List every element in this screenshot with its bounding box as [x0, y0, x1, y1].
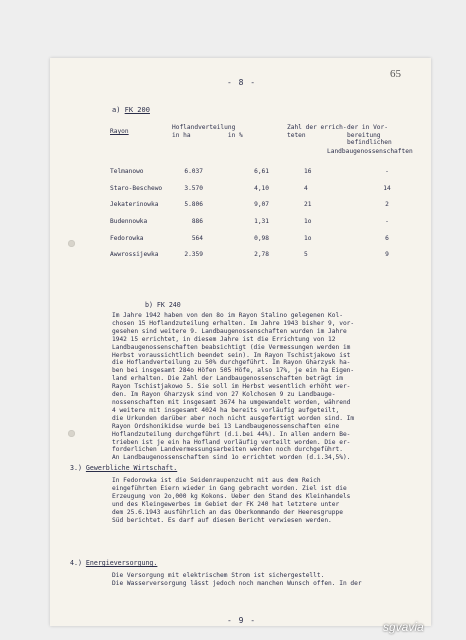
text-line: den. Im Rayon Gharzysk sind von 27 Kolchosen 9 zu Landbauge-: [112, 391, 336, 399]
section-3-heading: [70, 464, 177, 472]
in-preparation-count: 9: [385, 251, 389, 259]
text-line: Hoflandzuteilung durchgeführt (d.i.bei 44%). In allen andern Be-: [112, 430, 351, 438]
text-line: Herbst voraussichtlich beendet sein). Im Rayon Tschistjakowo ist: [112, 351, 351, 359]
hofland-ha: 5.806: [184, 201, 203, 209]
hofland-ha: 886: [191, 218, 203, 226]
in-preparation-count: 2: [385, 201, 389, 209]
hofland-ha: 6.037: [184, 168, 203, 175]
punch-hole: [68, 430, 75, 437]
column-header-hofland: [172, 124, 243, 139]
hofland-percent: 4,10: [254, 184, 269, 192]
column-header-vorb-line3: befindlichen: [347, 139, 392, 146]
hofland-ha: 564: [191, 234, 203, 242]
section-4-title: Energieversorgung.: [85, 559, 158, 567]
table-row: [110, 251, 422, 268]
text-line: Rayon Tschistjakowo 5. Sie soll im Herbst wesentlich erhöht wer-: [112, 383, 351, 391]
established-count: 1o: [304, 234, 312, 242]
text-line: land erhalten. Die Zahl der Landbaugenossenschaften beträgt im: [112, 375, 343, 383]
column-header-hofland-line2: in ha in %: [172, 131, 243, 139]
rayon-name: Telmanowo: [110, 168, 144, 175]
rayon-name: Budennowka: [110, 218, 148, 226]
text-line: Die Versorgung mit elektrischem Strom ist sichergestellt.: [112, 572, 325, 579]
text-line: dem 25.6.1943 ausführlich an das Oberkommando der Heeresgruppe: [112, 508, 343, 516]
text-line: Erzeugung von 2o,000 kg Kokons. Ueber den Stand des Kleinhandels: [112, 492, 351, 500]
column-header-zahl-line1: Zahl der errich-: [287, 124, 347, 131]
table-row: [110, 218, 422, 235]
hofland-percent: 1,31: [254, 218, 269, 226]
text-line: die Hoflandverteilung zu 50% durchgeführt. Im Rayon Gharzysk ha-: [112, 359, 351, 367]
column-subheader-landbau: Landbaugenossenschaften: [327, 148, 413, 155]
column-header-vorb-line1: der in Vor-: [347, 124, 388, 131]
text-line: 1942 15 errichtet, in diesem Jahre ist die Errichtung von 12: [112, 335, 336, 343]
table-header: [110, 124, 422, 160]
section-3-number: 3.): [70, 464, 82, 472]
text-line: ben bei insgesamt 284o Höfen 505 Höfe, also 17%, je ein ha Eigen-: [112, 367, 355, 375]
column-header-rayon: Rayon: [110, 128, 129, 135]
rayon-name: Staro-Beschewo: [110, 184, 163, 192]
established-count: 5: [304, 251, 308, 259]
text-line: Landbaugenossenschaften beabsichtigt (die Vermessungen werden im: [112, 343, 351, 351]
text-line: Süd berichtet. Es darf auf diesen Bericht verwiesen werden.: [112, 516, 332, 524]
in-preparation-count: 14: [383, 184, 391, 192]
handwritten-page-annotation: 65: [390, 68, 401, 80]
hofland-percent: 6,61: [254, 168, 269, 175]
section-b-heading: b) FK 240: [145, 301, 181, 309]
table-row: [110, 235, 422, 252]
text-line: 4 weitere mit insgesamt 4024 ha bereits vorläufig aufgeteilt,: [112, 406, 340, 414]
section-4-heading: [70, 559, 157, 567]
text-line: trieben ist je ein ha Hofland vorläufig verteilt worden. Die er-: [112, 438, 351, 446]
text-line: In Fedorowka ist die Seidenraupenzucht mit aus dem Reich: [112, 477, 321, 484]
paragraph-gewerbe: [112, 477, 424, 524]
established-count: 21: [304, 201, 312, 209]
text-line: chosen 15 Hoflandzuteilung erhalten. Im Jahre 1943 bisher 9, vor-: [112, 319, 355, 327]
established-count: 1o: [304, 218, 312, 226]
text-line: An Landbaugenossenschaften sind 1o errichtet worden (d.i.34,5%).: [112, 454, 351, 462]
text-line: gesehen sind weitere 9. Landbaugenossenschaften wurden im Jahre: [112, 327, 347, 335]
section-a-title: FK 200: [124, 106, 150, 114]
in-preparation-count: 6: [385, 234, 389, 242]
column-header-vorb-line2: bereitung: [347, 131, 381, 139]
text-line: nossenschaften mit insgesamt 3674 ha umgewandelt worden, während: [112, 398, 351, 406]
column-header-vorbereitung: [347, 124, 392, 147]
hofland-percent: 9,07: [254, 201, 269, 209]
table-body: [110, 168, 422, 268]
column-header-zahl: [287, 124, 347, 139]
paragraph-energie: [112, 572, 424, 588]
table-row: [110, 168, 422, 185]
rayon-name: Fedorowka: [110, 234, 144, 242]
established-count: 16: [304, 168, 312, 175]
rayon-name: Awwrossijewka: [110, 251, 159, 259]
text-line: die Urkunden darüber aber noch nicht ausgefertigt worden sind. Im: [112, 414, 355, 422]
document-page: [50, 58, 431, 626]
text-line: Die Wasserversorgung lässt jedoch noch manchen Wunsch offen. In der: [112, 579, 362, 587]
text-line: Im Jahre 1942 haben von den 8o im Rayon Stalino gelegenen Kol-: [112, 312, 343, 319]
rayon-name: Jekaterinowka: [110, 201, 159, 209]
hofland-table: [110, 124, 422, 268]
column-header-hofland-line1: Hoflandverteilung: [172, 124, 236, 131]
text-line: und des Kleingewerbes im Gebiet der FK 240 hat letztere unter: [112, 500, 340, 508]
hofland-ha: 3.570: [184, 184, 203, 192]
watermark: sgvavia: [383, 620, 424, 634]
page-number-bottom: - 9 -: [227, 616, 257, 625]
text-line: Rayon Ordshonikidse wurde bei 13 Landbaugenossenschaften eine: [112, 422, 340, 430]
established-count: 4: [304, 184, 308, 192]
section-3-title: Gewerbliche Wirtschaft.: [85, 464, 178, 472]
punch-hole: [68, 240, 75, 247]
hofland-ha: 2.359: [184, 251, 203, 259]
column-header-zahl-line2: teten: [287, 131, 306, 139]
in-preparation-count: -: [385, 168, 389, 175]
section-a-label: a): [112, 106, 121, 114]
section-a-heading: [112, 106, 150, 114]
table-row: [110, 201, 422, 218]
hofland-percent: 2,78: [254, 251, 269, 259]
paragraph-fk240: [112, 312, 424, 462]
text-line: eingeführten Eiern wieder in Gang gebracht worden. Ziel ist die: [112, 484, 347, 492]
page-number-top: - 8 -: [227, 78, 257, 87]
in-preparation-count: -: [385, 218, 389, 226]
table-row: [110, 185, 422, 202]
section-4-number: 4.): [70, 559, 82, 567]
hofland-percent: 0,98: [254, 234, 269, 242]
text-line: forderlichen Landvermessungsarbeiten werden noch durchgeführt.: [112, 446, 343, 454]
